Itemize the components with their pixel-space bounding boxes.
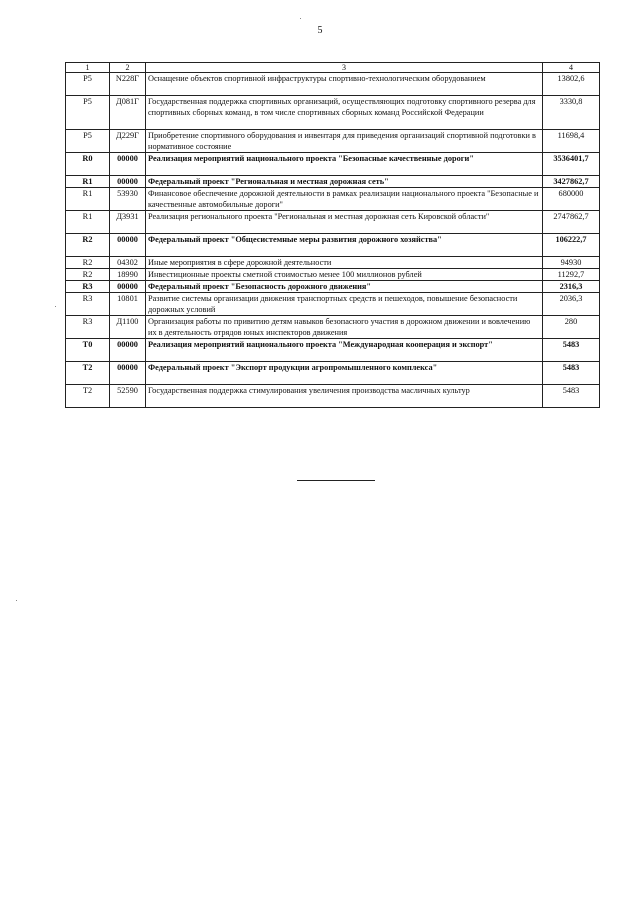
table-row xyxy=(66,96,600,130)
item-description: Иные мероприятия в сфере дорожной деятельности xyxy=(146,257,543,269)
section-code: P5 xyxy=(66,130,110,153)
item-amount: 280 xyxy=(543,316,600,339)
header-cell: 3 xyxy=(146,63,543,73)
item-description: Федеральный проект "Экспорт продукции агропромышленного комплекса" xyxy=(146,362,543,385)
item-code: Д1100 xyxy=(110,316,146,339)
table-header-row xyxy=(66,63,600,73)
item-code: 00000 xyxy=(110,281,146,293)
table-row xyxy=(66,176,600,188)
item-code: 52590 xyxy=(110,385,146,408)
section-code: T2 xyxy=(66,385,110,408)
header-cell: 4 xyxy=(543,63,600,73)
item-amount: 5483 xyxy=(543,385,600,408)
item-code: 00000 xyxy=(110,362,146,385)
item-description: Федеральный проект "Безопасность дорожного движения" xyxy=(146,281,543,293)
item-code: 04302 xyxy=(110,257,146,269)
item-description: Государственная поддержка спортивных организаций, осуществляющих подготовку спортивного резерва для спортивных сборных команд, в том числе спортивных сборных команд Российской Федерации xyxy=(146,96,543,130)
section-code: R2 xyxy=(66,257,110,269)
section-code: R1 xyxy=(66,211,110,234)
page-number: 5 xyxy=(317,25,323,36)
item-description: Реализация мероприятий национального проекта "Международная кооперация и экспорт" xyxy=(146,339,543,362)
item-description: Оснащение объектов спортивной инфраструктуры спортивно-технологическим оборудованием xyxy=(146,73,543,96)
item-amount: 3427862,7 xyxy=(543,176,600,188)
item-description: Федеральный проект "Общесистемные меры развития дорожного хозяйства" xyxy=(146,234,543,257)
table-row xyxy=(66,257,600,269)
item-amount: 94930 xyxy=(543,257,600,269)
item-amount: 5483 xyxy=(543,362,600,385)
item-code: 00000 xyxy=(110,234,146,257)
table-row xyxy=(66,153,600,176)
scan-speck xyxy=(16,600,17,601)
item-code: 10801 xyxy=(110,293,146,316)
item-amount: 680000 xyxy=(543,188,600,211)
scan-speck xyxy=(300,18,301,19)
table-row xyxy=(66,211,600,234)
item-amount: 11292,7 xyxy=(543,269,600,281)
item-description: Инвестиционные проекты сметной стоимостью менее 100 миллионов рублей xyxy=(146,269,543,281)
item-description: Развитие системы организации движения транспортных средств и пешеходов, повышение безопасности дорожных условий xyxy=(146,293,543,316)
section-code: R3 xyxy=(66,281,110,293)
budget-table xyxy=(65,62,600,408)
item-description: Государственная поддержка стимулирования увеличения производства масличных культур xyxy=(146,385,543,408)
table-row xyxy=(66,293,600,316)
section-code: P5 xyxy=(66,73,110,96)
end-of-document-rule xyxy=(297,480,375,481)
header-cell: 1 xyxy=(66,63,110,73)
section-code: R0 xyxy=(66,153,110,176)
section-code: T0 xyxy=(66,339,110,362)
item-amount: 106222,7 xyxy=(543,234,600,257)
item-code: 00000 xyxy=(110,153,146,176)
item-code: 53930 xyxy=(110,188,146,211)
header-cell: 2 xyxy=(110,63,146,73)
item-code: Д3931 xyxy=(110,211,146,234)
item-description: Организация работы по привитию детям навыков безопасного участия в дорожном движении и вовлечению их в деятельность отрядов юных инспекторов движения xyxy=(146,316,543,339)
item-amount: 13802,6 xyxy=(543,73,600,96)
item-code: N228Г xyxy=(110,73,146,96)
item-code: Д229Г xyxy=(110,130,146,153)
item-code: 18990 xyxy=(110,269,146,281)
item-code: 00000 xyxy=(110,339,146,362)
table-row xyxy=(66,316,600,339)
item-amount: 2036,3 xyxy=(543,293,600,316)
item-amount: 3330,8 xyxy=(543,96,600,130)
item-amount: 5483 xyxy=(543,339,600,362)
section-code: R1 xyxy=(66,188,110,211)
scan-speck xyxy=(55,306,56,307)
table-row xyxy=(66,234,600,257)
item-amount: 2747862,7 xyxy=(543,211,600,234)
section-code: T2 xyxy=(66,362,110,385)
section-code: R1 xyxy=(66,176,110,188)
item-amount: 2316,3 xyxy=(543,281,600,293)
item-description: Реализация мероприятий национального проекта "Безопасные качественные дороги" xyxy=(146,153,543,176)
item-description: Федеральный проект "Региональная и местная дорожная сеть" xyxy=(146,176,543,188)
table-row xyxy=(66,73,600,96)
item-amount: 11698,4 xyxy=(543,130,600,153)
table-row xyxy=(66,130,600,153)
item-description: Финансовое обеспечение дорожной деятельности в рамках реализации национального проекта "Безопасные и качественные автомобильные дороги" xyxy=(146,188,543,211)
item-amount: 3536401,7 xyxy=(543,153,600,176)
section-code: R2 xyxy=(66,234,110,257)
item-code: Д081Г xyxy=(110,96,146,130)
item-description: Приобретение спортивного оборудования и инвентаря для приведения организаций спортивной подготовки в нормативное состояние xyxy=(146,130,543,153)
table-row xyxy=(66,188,600,211)
table-row xyxy=(66,281,600,293)
table-row xyxy=(66,269,600,281)
item-description: Реализация регионального проекта "Региональная и местная дорожная сеть Кировской области" xyxy=(146,211,543,234)
section-code: R3 xyxy=(66,316,110,339)
table-row xyxy=(66,362,600,385)
table-row xyxy=(66,339,600,362)
table-row xyxy=(66,385,600,408)
section-code: R3 xyxy=(66,293,110,316)
section-code: P5 xyxy=(66,96,110,130)
item-code: 00000 xyxy=(110,176,146,188)
section-code: R2 xyxy=(66,269,110,281)
